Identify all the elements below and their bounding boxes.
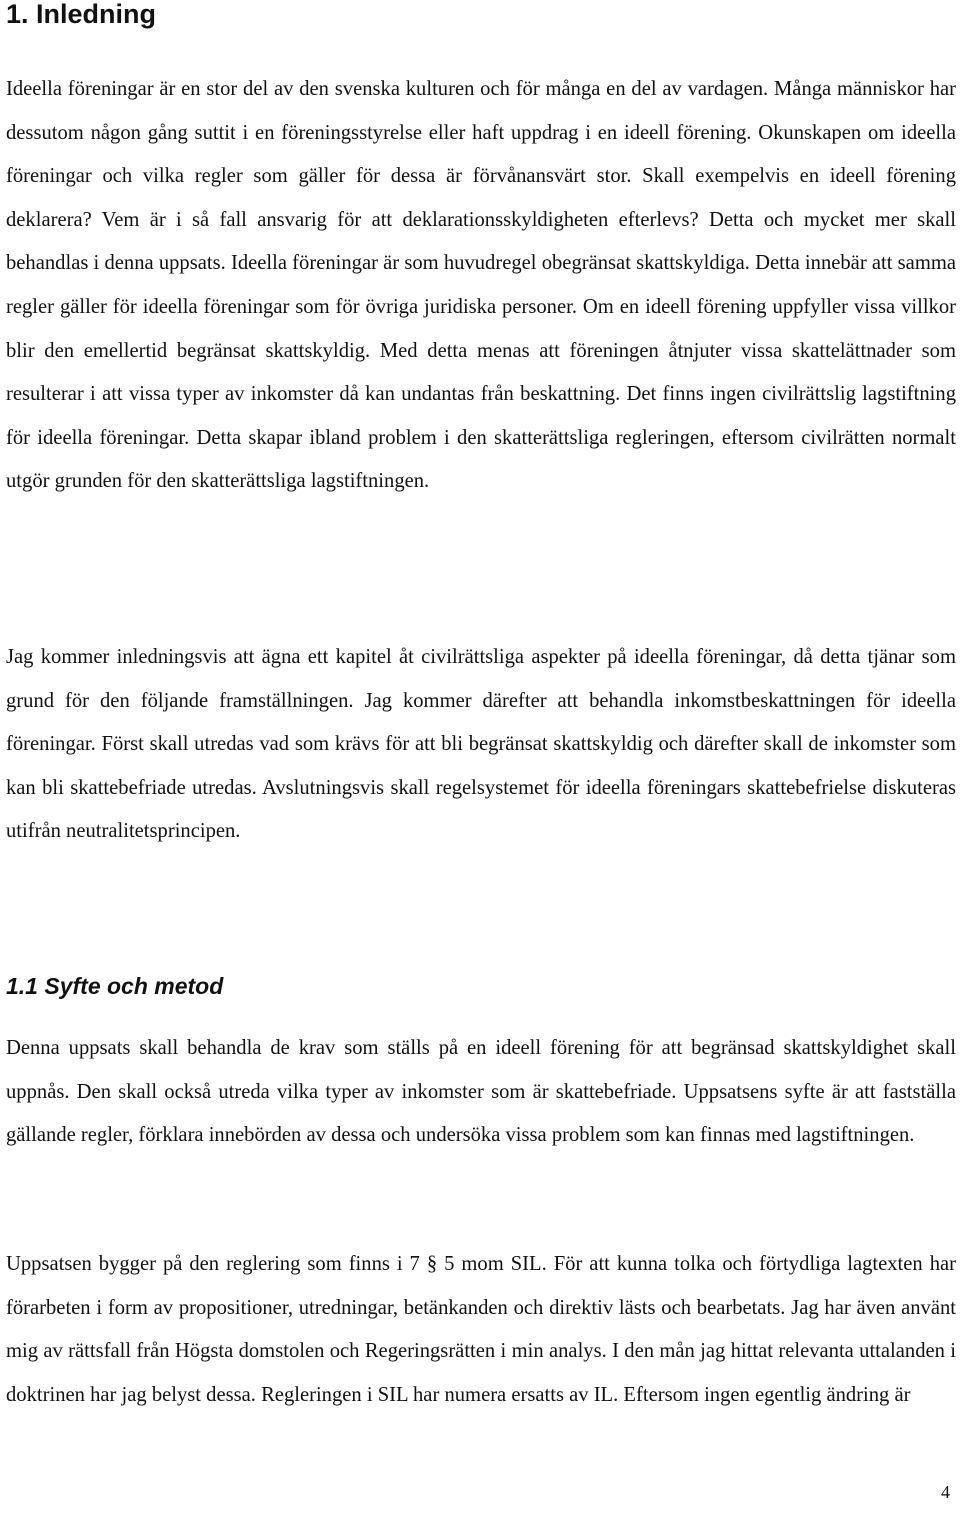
paragraph-intro: Ideella föreningar är en stor del av den svenska kulturen och för många en del av vardagen. Många människor har dessutom någon gång suttit i en föreningsstyrelse eller haft uppdrag i en ideell förening. Okunskapen om ideella föreningar och vilka regler som gäller för dessa är förvånansvärt stor. Skall exempelvis en ideell förening deklarera? Vem är i så fall ansvarig för att deklarationsskyldigheten efterlevs? Detta och mycket mer skall behandlas i denna uppsats. Ideella föreningar är som huvudregel obegränsat skattskyldiga. Detta innebär att samma regler gäller för ideella föreningar som för övriga juridiska personer. Om en ideell förening uppfyller vissa villkor blir den emellertid begränsat skattskyldig. Med detta menas att föreningen åtnjuter vissa skattelättnader som resulterar i att vissa typer av inkomster då kan undantas från beskattning. Det finns ingen civilrättslig lagstiftning för ideella föreningar. Detta skapar ibland problem i den skatterättsliga regleringen, eftersom civilrätten normalt utgör grunden för den skatterättsliga lagstiftningen.	[6, 78, 956, 493]
page-number: 4	[941, 1482, 950, 1502]
document-page	[6, 0, 956, 1513]
subsection-heading: 1.1 Syfte och metod	[6, 973, 224, 999]
section-heading: 1. Inledning	[6, 0, 157, 29]
paragraph-purpose: Denna uppsats skall behandla de krav som ställs på en ideell förening för att begränsad skattskyldighet skall uppnås. Den skall också utreda vilka typer av inkomster som är skattebefriade. Uppsatsens syfte är att fastställa gällande regler, förklara innebörden av dessa och undersöka vissa problem som kan finnas med lagstiftningen.	[6, 1037, 956, 1147]
paragraph-outline: Jag kommer inledningsvis att ägna ett kapitel åt civilrättsliga aspekter på ideella föreningar, då detta tjänar som grund för den följande framställningen. Jag kommer därefter att behandla inkomstbeskattningen för ideella föreningar. Först skall utredas vad som krävs för att bli begränsat skattskyldig och därefter skall de inkomster som kan bli skattebefriade utredas. Avslutningsvis skall regelsystemet för ideella föreningars skattebefrielse diskuteras utifrån neutralitetsprincipen.	[6, 646, 956, 843]
paragraph-method: Uppsatsen bygger på den reglering som finns i 7 § 5 mom SIL. För att kunna tolka och förtydliga lagtexten har förarbeten i form av propositioner, utredningar, betänkanden och direktiv lästs och bearbetats. Jag har även använt mig av rättsfall från Högsta domstolen och Regeringsrätten i min analys. I den mån jag hittat relevanta uttalanden i doktrinen har jag belyst dessa. Regleringen i SIL har numera ersatts av IL. Eftersom ingen egentlig ändring är	[6, 1253, 956, 1406]
